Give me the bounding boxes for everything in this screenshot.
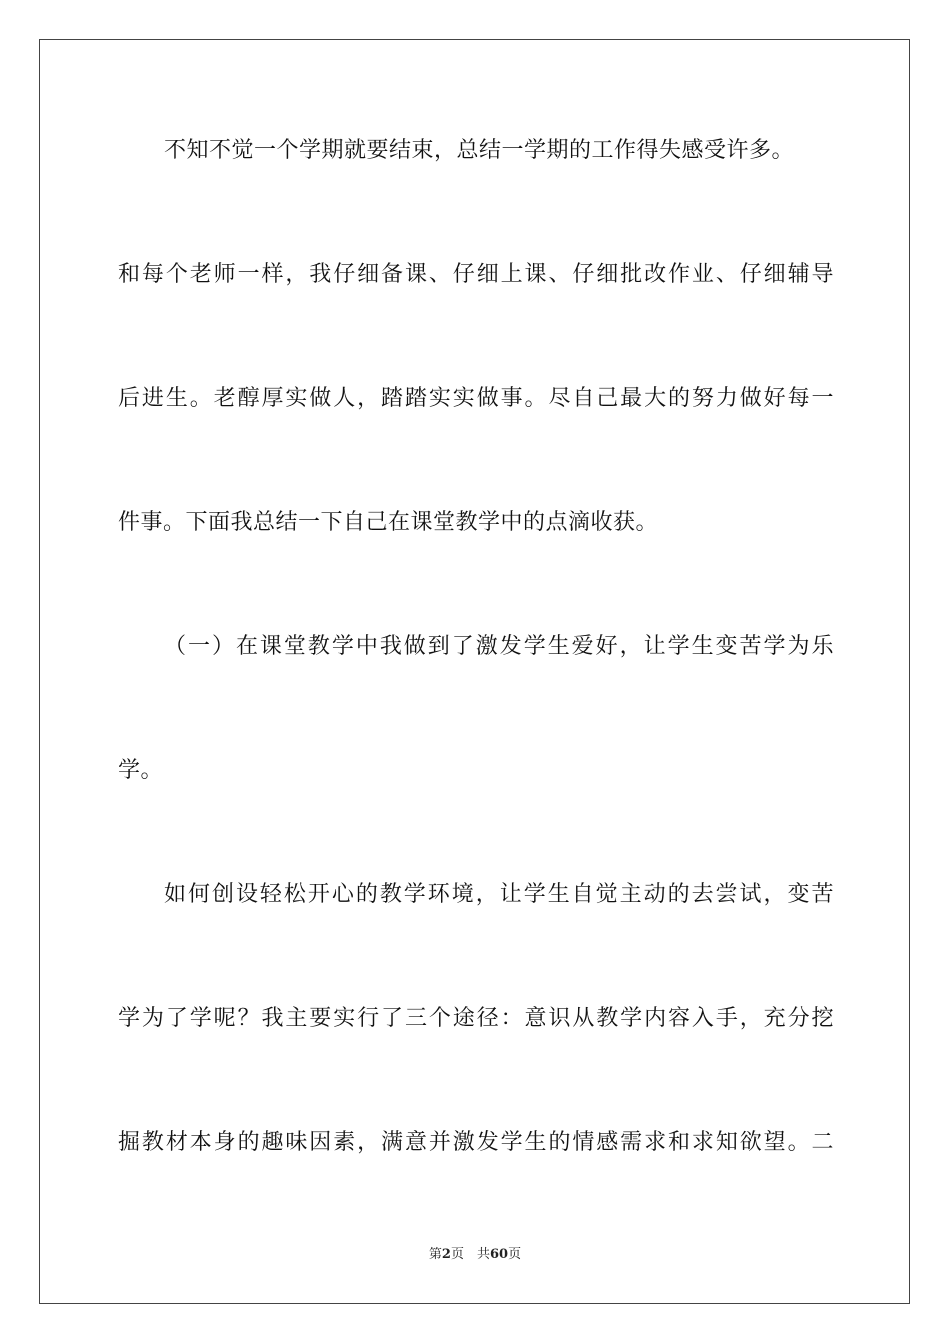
paragraph-3-line-2: 学为了学呢？我主要实行了三个途径：意识从教学内容入手，充分挖 bbox=[118, 1006, 834, 1031]
paragraph-3-line-1: 如何创设轻松开心的教学环境，让学生自觉主动的去尝试，变苦 bbox=[164, 882, 834, 907]
footer-total-pages: 60 bbox=[489, 1247, 509, 1262]
paragraph-2-line-3: 件事。下面我总结一下自己在课堂教学中的点滴收获。 bbox=[118, 510, 659, 535]
footer-suffix: 页 bbox=[508, 1247, 522, 1262]
section-1-heading-line-2: 学。 bbox=[118, 758, 164, 783]
page-footer bbox=[0, 1246, 950, 1264]
paragraph-3-line-3: 掘教材本身的趣味因素，满意并激发学生的情感需求和求知欲望。二 bbox=[118, 1130, 834, 1155]
paragraph-2-line-1: 和每个老师一样，我仔细备课、仔细上课、仔细批改作业、仔细辅导 bbox=[118, 262, 834, 287]
section-1-heading-line-1: （一）在课堂教学中我做到了激发学生爱好，让学生变苦学为乐 bbox=[164, 634, 834, 659]
paragraph-1-line-1: 不知不觉一个学期就要结束，总结一学期的工作得失感受许多。 bbox=[164, 138, 795, 163]
page-border bbox=[39, 39, 910, 1304]
paragraph-2-line-2: 后进生。老醇厚实做人，踏踏实实做事。尽自己最大的努力做好每一 bbox=[118, 386, 834, 411]
footer-middle: 页 共 bbox=[450, 1247, 490, 1262]
footer-prefix: 第 bbox=[428, 1247, 442, 1262]
footer-page-number: 2 bbox=[441, 1247, 451, 1262]
